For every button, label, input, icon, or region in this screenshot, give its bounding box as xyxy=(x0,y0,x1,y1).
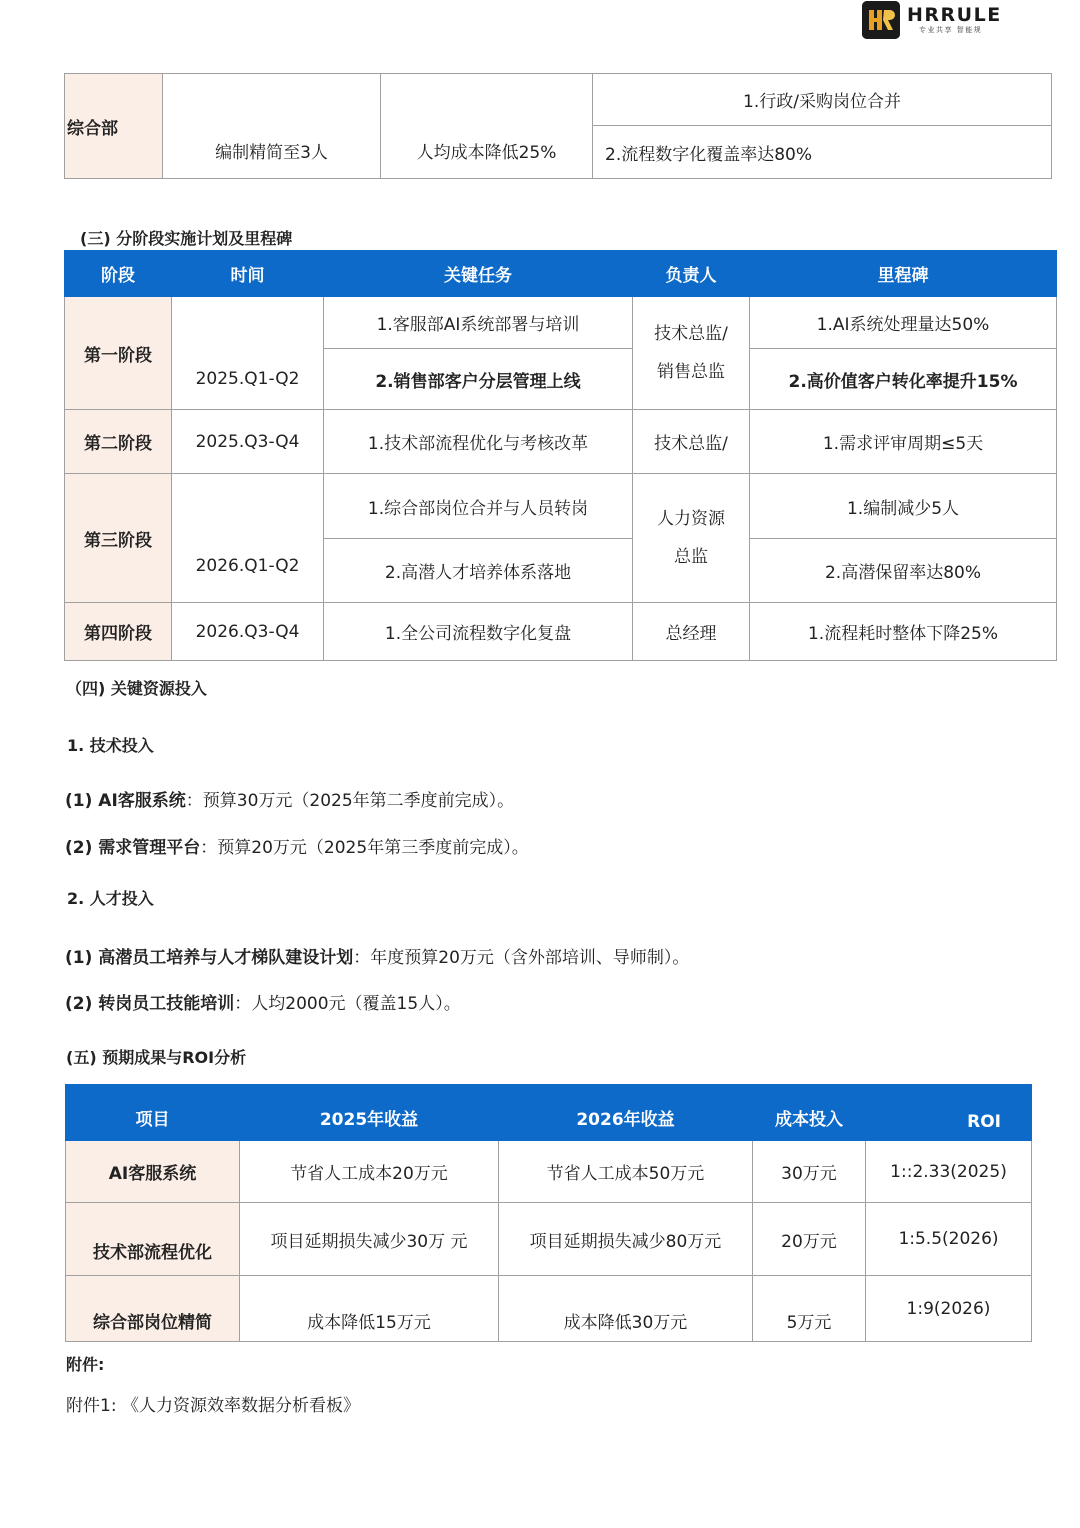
tech-item-1: (1) AI客服系统：预算30万元（2025年第二季度前完成）。 xyxy=(65,791,515,811)
phase-cell: 第二阶段 xyxy=(65,410,172,474)
milestone-cell: 1.AI系统处理量达50% xyxy=(750,297,1057,349)
headcount-cell: 编制精简至3人 xyxy=(163,74,381,179)
section-5-title: (五) 预期成果与ROI分析 xyxy=(66,1048,247,1067)
header-time: 时间 xyxy=(172,251,324,297)
roi-value-cell: 1::2.33(2025) xyxy=(866,1141,1032,1203)
roi-item-cell: 综合部岗位精简 xyxy=(66,1276,240,1342)
owner-cell: 技术总监/ 销售总监 xyxy=(633,297,750,410)
roi-item-cell: AI客服系统 xyxy=(66,1141,240,1203)
time-cell: 2025.Q3-Q4 xyxy=(172,410,324,474)
owner-cell: 技术总监/ xyxy=(633,410,750,474)
roi-2025-cell: 成本降低15万元 xyxy=(240,1276,499,1342)
measure-cell: 1.行政/采购岗位合并 xyxy=(593,74,1052,126)
header-2025: 2025年收益 xyxy=(240,1085,499,1141)
measure-cell: 2.流程数字化覆盖率达80% xyxy=(593,126,1052,179)
owner-cell: 人力资源 总监 xyxy=(633,474,750,603)
owner-cell: 总经理 xyxy=(633,603,750,661)
dept-cell: 综合部 xyxy=(65,74,163,179)
roi-2026-cell: 节省人工成本50万元 xyxy=(499,1141,753,1203)
roi-value-cell: 1:9(2026) xyxy=(866,1276,1032,1342)
tech-item-2: (2) 需求管理平台：预算20万元（2025年第三季度前完成）。 xyxy=(65,838,529,858)
task-cell: 2.销售部客户分层管理上线 xyxy=(324,349,633,410)
logo-tagline: 专业共享 智能规 xyxy=(919,26,983,34)
section-3-title: (三) 分阶段实施计划及里程碑 xyxy=(80,229,293,248)
milestone-cell: 1.流程耗时整体下降25% xyxy=(750,603,1057,661)
roi-cost-cell: 5万元 xyxy=(753,1276,866,1342)
header-2026: 2026年收益 xyxy=(499,1085,753,1141)
task-cell: 1.综合部岗位合并与人员转岗 xyxy=(324,474,633,539)
talent-investment-title: 2. 人才投入 xyxy=(67,889,154,908)
roi-table xyxy=(65,1084,1032,1342)
cost-cell: 人均成本降低25% xyxy=(381,74,593,179)
header-owner: 负责人 xyxy=(633,251,750,297)
phase-cell: 第三阶段 xyxy=(65,474,172,603)
task-cell: 1.技术部流程优化与考核改革 xyxy=(324,410,633,474)
milestone-cell: 1.需求评审周期≤5天 xyxy=(750,410,1057,474)
logo-mark-icon xyxy=(862,1,900,39)
talent-item-2: (2) 转岗员工技能培训：人均2000元（覆盖15人）。 xyxy=(65,994,461,1014)
time-cell: 2025.Q1-Q2 xyxy=(172,297,324,410)
header-tasks: 关键任务 xyxy=(324,251,633,297)
section-4-title: （四) 关键资源投入 xyxy=(66,679,207,698)
talent-item-1: (1) 高潜员工培养与人才梯队建设计划：年度预算20万元（含外部培训、导师制）。 xyxy=(65,948,690,968)
time-cell: 2026.Q3-Q4 xyxy=(172,603,324,661)
logo-wordmark: HRRULE xyxy=(907,4,1002,26)
roi-item-cell: 技术部流程优化 xyxy=(66,1203,240,1276)
task-cell: 2.高潜人才培养体系落地 xyxy=(324,539,633,603)
task-cell: 1.全公司流程数字化复盘 xyxy=(324,603,633,661)
header-roi: ROI xyxy=(866,1085,1032,1141)
roi-2026-cell: 成本降低30万元 xyxy=(499,1276,753,1342)
header-milestone: 里程碑 xyxy=(750,251,1057,297)
roi-2025-cell: 节省人工成本20万元 xyxy=(240,1141,499,1203)
company-logo xyxy=(862,0,1017,40)
roi-value-cell: 1:5.5(2026) xyxy=(866,1203,1032,1276)
roi-cost-cell: 20万元 xyxy=(753,1203,866,1276)
milestone-cell: 2.高价值客户转化率提升15% xyxy=(750,349,1057,410)
roi-2025-cell: 项目延期损失减少30万 元 xyxy=(240,1203,499,1276)
tech-investment-title: 1. 技术投入 xyxy=(67,736,154,755)
phase-cell: 第一阶段 xyxy=(65,297,172,410)
roi-2026-cell: 项目延期损失减少80万元 xyxy=(499,1203,753,1276)
time-cell: 2026.Q1-Q2 xyxy=(172,474,324,603)
roi-cost-cell: 30万元 xyxy=(753,1141,866,1203)
phase-table xyxy=(64,250,1057,661)
phase-cell: 第四阶段 xyxy=(65,603,172,661)
header-phase: 阶段 xyxy=(65,251,172,297)
header-item: 项目 xyxy=(66,1085,240,1141)
attachments-title: 附件: xyxy=(66,1355,105,1374)
header-cost: 成本投入 xyxy=(753,1085,866,1141)
milestone-cell: 2.高潜保留率达80% xyxy=(750,539,1057,603)
milestone-cell: 1.编制减少5人 xyxy=(750,474,1057,539)
task-cell: 1.客服部AI系统部署与培训 xyxy=(324,297,633,349)
dept-plan-table xyxy=(64,73,1052,179)
attachment-item: 附件1: 《人力资源效率数据分析看板》 xyxy=(66,1396,360,1416)
